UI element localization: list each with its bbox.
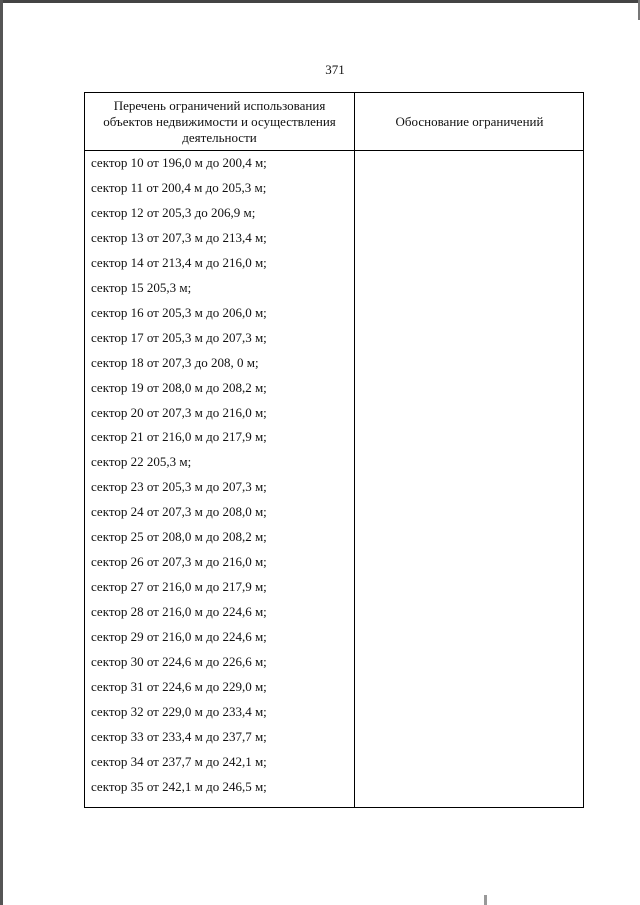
header-restrictions-list: Перечень ограничений использования объектов недвижимости и осуществления деятельности bbox=[103, 98, 336, 145]
table-row: сектор 17 от 205,3 м до 207,3 м; bbox=[91, 329, 267, 345]
scan-border-left bbox=[0, 0, 3, 905]
table-row: сектор 14 от 213,4 м до 216,0 м; bbox=[91, 254, 267, 270]
table-row: сектор 13 от 207,3 м до 213,4 м; bbox=[91, 229, 267, 245]
table-row: сектор 12 от 205,3 до 206,9 м; bbox=[91, 204, 256, 220]
scan-mark-bottom bbox=[484, 895, 487, 905]
header-justification: Обоснование ограничений bbox=[395, 114, 544, 129]
table-row: сектор 26 от 207,3 м до 216,0 м; bbox=[91, 554, 267, 570]
table-row: сектор 25 от 208,0 м до 208,2 м; bbox=[91, 529, 267, 545]
table-row: сектор 23 от 205,3 м до 207,3 м; bbox=[91, 479, 267, 495]
table-row: сектор 29 от 216,0 м до 224,6 м; bbox=[91, 629, 267, 645]
page-number: 371 bbox=[325, 62, 345, 77]
column-divider bbox=[354, 93, 355, 807]
table-row: сектор 24 от 207,3 м до 208,0 м; bbox=[91, 504, 267, 520]
table-row: сектор 27 от 216,0 м до 217,9 м; bbox=[91, 579, 267, 595]
table-row: сектор 18 от 207,3 до 208, 0 м; bbox=[91, 354, 259, 370]
restrictions-table bbox=[84, 92, 584, 808]
table-row: сектор 32 от 229,0 м до 233,4 м; bbox=[91, 703, 267, 719]
scan-border-top bbox=[0, 0, 640, 3]
table-row: сектор 11 от 200,4 м до 205,3 м; bbox=[91, 179, 267, 195]
table-row: сектор 10 от 196,0 м до 200,4 м; bbox=[91, 155, 267, 170]
table-row: сектор 15 205,3 м; bbox=[91, 279, 192, 295]
table-row: сектор 34 от 237,7 м до 242,1 м; bbox=[91, 753, 267, 769]
table-row: сектор 33 от 233,4 м до 237,7 м; bbox=[91, 728, 267, 744]
table-rows bbox=[85, 151, 354, 800]
table-row: сектор 28 от 216,0 м до 224,6 м; bbox=[91, 604, 267, 620]
table-row: сектор 22 205,3 м; bbox=[91, 454, 192, 470]
table-row: сектор 30 от 224,6 м до 226,6 м; bbox=[91, 654, 267, 670]
table-row: сектор 35 от 242,1 м до 246,5 м; bbox=[91, 778, 267, 794]
table-row: сектор 19 от 208,0 м до 208,2 м; bbox=[91, 379, 267, 395]
table-header-row bbox=[85, 93, 583, 151]
table-row: сектор 20 от 207,3 м до 216,0 м; bbox=[91, 404, 267, 420]
table-row: сектор 31 от 224,6 м до 229,0 м; bbox=[91, 679, 267, 695]
table-row: сектор 16 от 205,3 м до 206,0 м; bbox=[91, 304, 267, 320]
table-row: сектор 21 от 216,0 м до 217,9 м; bbox=[91, 429, 267, 445]
